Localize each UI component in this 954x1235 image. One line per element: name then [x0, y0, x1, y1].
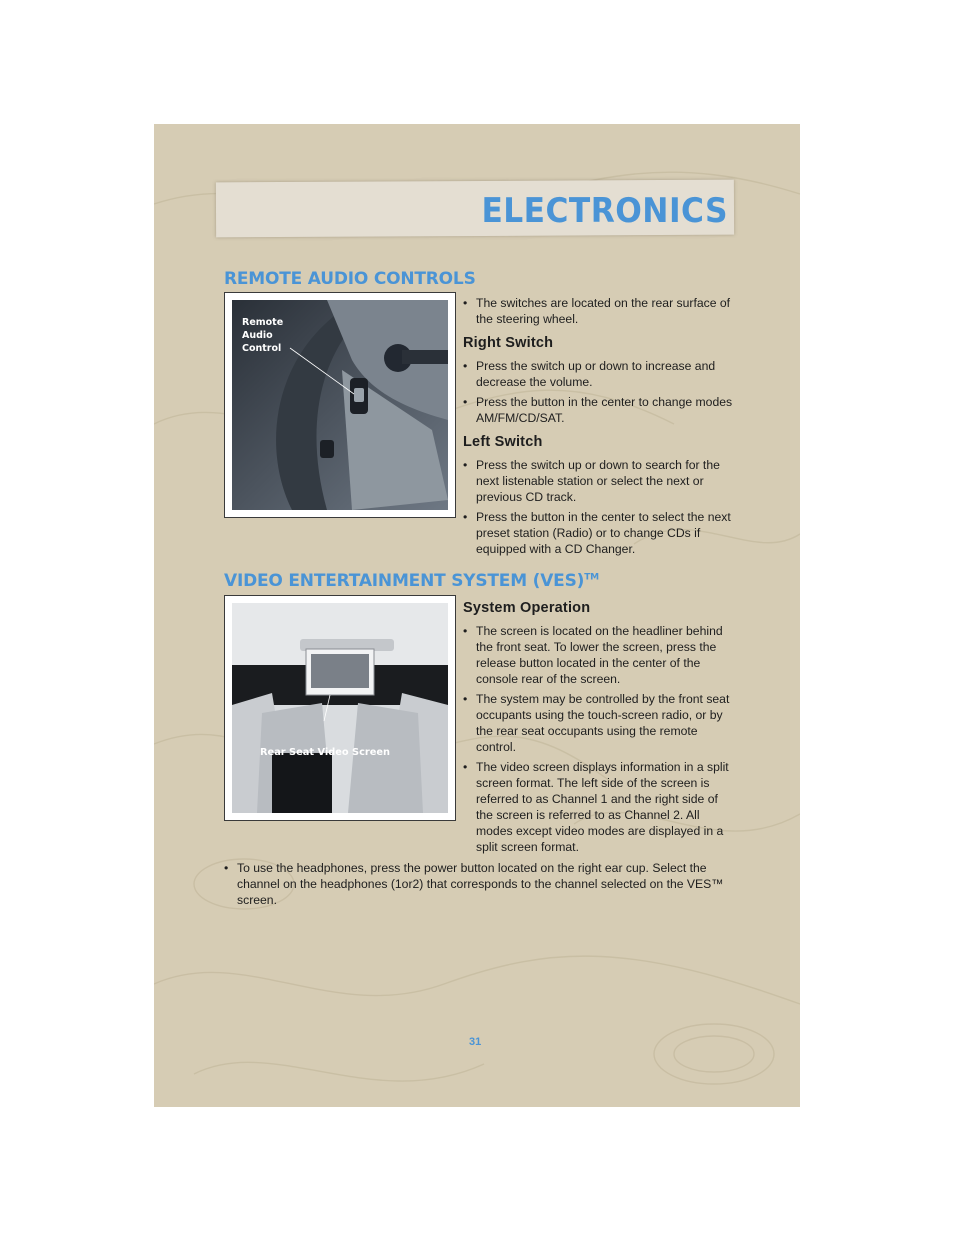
ves-heading	[224, 571, 599, 591]
remote-audio-heading: REMOTE AUDIO CONTROLS	[224, 269, 476, 289]
right-switch-heading: Right Switch	[463, 335, 554, 351]
system-operation-bullet: • The video screen displays information in a split screen format. The left side of the screen is referred to as Channel 1 and the right side of the screen is referred to as Channel 2. All modes except video modes are displayed in a split screen format.	[463, 759, 733, 855]
remote-audio-photo	[224, 292, 456, 518]
right-switch-bullet: • Press the switch up or down to increase and decrease the volume.	[463, 358, 733, 390]
page-title: ELECTRONICS	[481, 191, 728, 231]
headphones-text	[224, 860, 734, 912]
ves-text	[463, 598, 733, 859]
manual-page	[154, 124, 800, 1107]
system-operation-bullet: • The system may be controlled by the front seat occupants using the touch-screen radio, or by the rear seat occupants using the remote control.	[463, 691, 733, 755]
right-switch-bullet: • Press the button in the center to change modes AM/FM/CD/SAT.	[463, 394, 733, 426]
system-operation-bullet: • The screen is located on the headliner behind the front seat. To lower the screen, press the release button located in the center of the console rear of the screen.	[463, 623, 733, 687]
left-switch-heading: Left Switch	[463, 434, 543, 450]
ves-photo-caption: Rear Seat Video Screen	[260, 747, 390, 758]
page-number: 31	[469, 1036, 482, 1048]
remote-audio-text	[463, 295, 733, 561]
remote-intro-bullet: • The switches are located on the rear surface of the steering wheel.	[463, 295, 733, 327]
left-switch-bullet: • Press the button in the center to select the next preset station (Radio) or to change CDs if equipped with a CD Changer.	[463, 509, 733, 557]
remote-photo-caption-line: Remote	[242, 317, 284, 328]
ves-photo	[224, 595, 456, 821]
headphones-bullet: • To use the headphones, press the power button located on the right ear cup. Select the channel on the headphones (1or2) that corresponds to the channel selected on the VES™ screen.	[224, 860, 734, 908]
left-switch-bullet: • Press the switch up or down to search for the next listenable station or select the next or previous CD track.	[463, 457, 733, 505]
remote-photo-caption-line: Control	[242, 343, 282, 354]
ves-heading-text: VIDEO ENTERTAINMENT SYSTEM (VES)	[224, 571, 585, 591]
system-operation-heading: System Operation	[463, 600, 591, 616]
remote-photo-caption-line: Audio	[242, 330, 273, 341]
trademark-mark: TM	[584, 572, 599, 583]
